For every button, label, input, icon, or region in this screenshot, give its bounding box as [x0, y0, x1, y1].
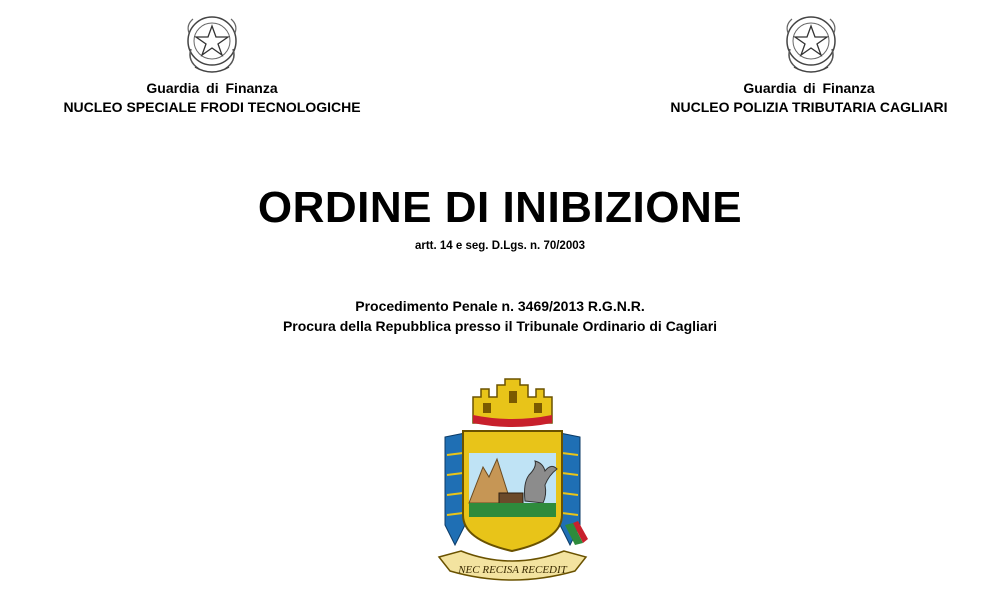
- italian-republic-emblem-left-icon: [183, 11, 241, 75]
- document-title: ORDINE DI INIBIZIONE: [257, 183, 743, 232]
- guardia-di-finanza-coat-of-arms-icon: [425, 375, 600, 595]
- procedure-number: Procedimento Penale n. 3469/2013 R.G.N.R.: [355, 298, 645, 314]
- header-right: [632, 79, 986, 117]
- header-right-line1: Guardia di Finanza: [743, 80, 875, 96]
- header-right-line2: NUCLEO POLIZIA TRIBUTARIA CAGLIARI: [670, 99, 948, 115]
- procedure-block: [0, 296, 1000, 336]
- header-left-line1: Guardia di Finanza: [146, 80, 278, 96]
- document-subtitle: artt. 14 e seg. D.Lgs. n. 70/2003: [414, 240, 586, 252]
- procedure-office: Procura della Repubblica presso il Tribunale Ordinario di Cagliari: [282, 318, 718, 334]
- header-left: [20, 79, 404, 117]
- coat-motto: NEC RECISA RECEDIT: [458, 564, 567, 576]
- italian-republic-emblem-right-icon: [782, 11, 840, 75]
- header-left-line2: NUCLEO SPECIALE FRODI TECNOLOGICHE: [63, 99, 361, 115]
